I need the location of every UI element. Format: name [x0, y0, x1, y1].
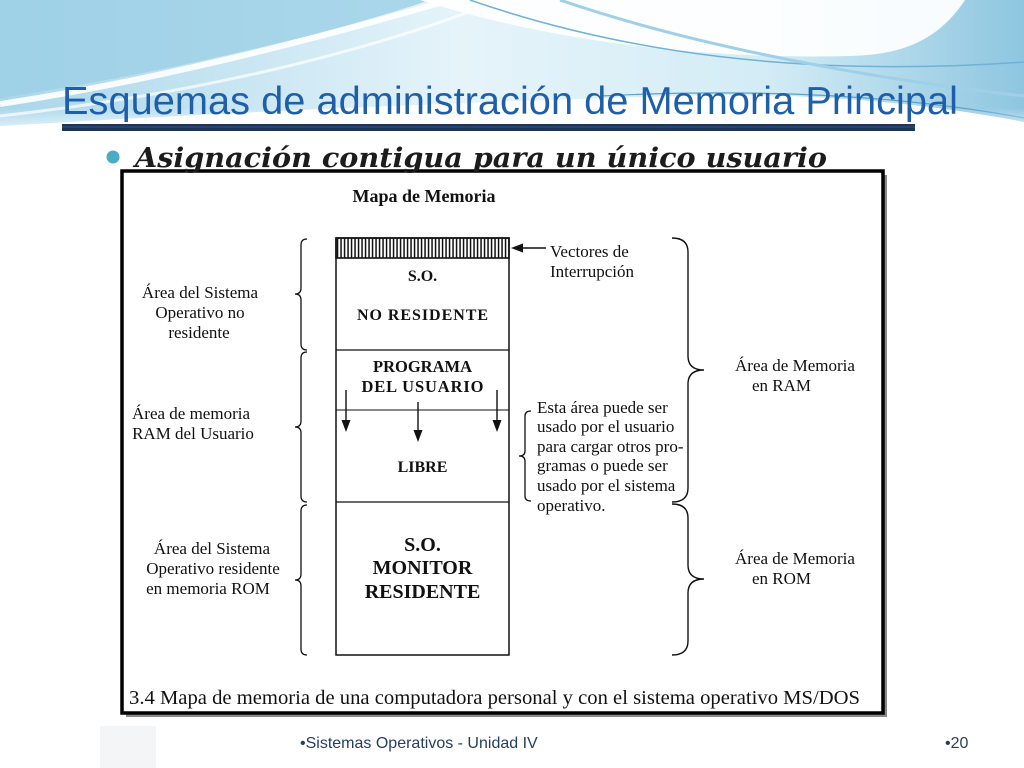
right-label-ram-line2: en RAM [752, 376, 812, 395]
free-area-note-line: operativo. [537, 496, 606, 515]
left-label-os-non-resident-line2: Operativo no [155, 303, 245, 322]
section-resident-monitor-line2: MONITOR [372, 557, 473, 579]
bullet-text: Asignación contigua para un único usuario [131, 143, 827, 174]
interrupt-vectors-label-line2: Interrupción [550, 262, 635, 281]
right-label-ram-line1: Área de Memoria [735, 356, 855, 375]
free-area-note-line: para cargar otros pro- [537, 437, 684, 456]
free-area-note-line: gramas o puede ser [537, 456, 668, 475]
left-label-os-resident-rom-line2: Operativo residente [146, 559, 280, 578]
section-user-program-line1: PROGRAMA [373, 357, 472, 376]
figure-caption: 3.4 Mapa de memoria de una computadora personal y con el sistema operativo MS/DOS [129, 688, 860, 709]
free-area-note-line: Esta área puede ser [537, 398, 668, 417]
slide-page-number: •20 [945, 735, 969, 752]
left-label-os-non-resident-line3: residente [168, 323, 230, 342]
interrupt-vectors-label-line1: Vectores de [550, 242, 629, 261]
section-user-program-line2: DEL USUARIO [361, 377, 484, 396]
left-label-os-resident-rom-line1: Área del Sistema [153, 539, 271, 558]
free-area-note-line: usado por el sistema [537, 476, 676, 495]
footer-course-title: •Sistemas Operativos - Unidad IV [300, 735, 538, 752]
free-area-note-line: usado por el usuario [537, 417, 675, 436]
footer-placeholder-box [100, 726, 156, 768]
left-label-user-ram-line1: Área de memoria [132, 404, 250, 423]
interrupt-vectors-strip [336, 238, 509, 258]
right-label-rom-line1: Área de Memoria [735, 549, 855, 568]
left-label-os-non-resident-line1: Área del Sistema [141, 283, 259, 302]
title-underline-highlight [62, 127, 915, 128]
left-label-os-resident-rom-line3: en memoria ROM [146, 579, 270, 598]
memory-map-figure [122, 171, 887, 717]
section-resident-monitor-line1: S.O. [404, 534, 441, 556]
section-os-non-resident-line2: NO RESIDENTE [357, 307, 488, 324]
section-resident-monitor-line3: RESIDENTE [364, 581, 481, 603]
right-label-rom-line2: en ROM [752, 569, 812, 588]
figure-heading: Mapa de Memoria [352, 186, 496, 206]
left-label-user-ram-line2: RAM del Usuario [132, 424, 254, 443]
bullet-dot-icon [107, 151, 120, 164]
section-free: LIBRE [397, 459, 448, 476]
slide-title: Esquemas de administración de Memoria Principal [62, 80, 958, 123]
section-os-non-resident-line1: S.O. [407, 268, 438, 285]
